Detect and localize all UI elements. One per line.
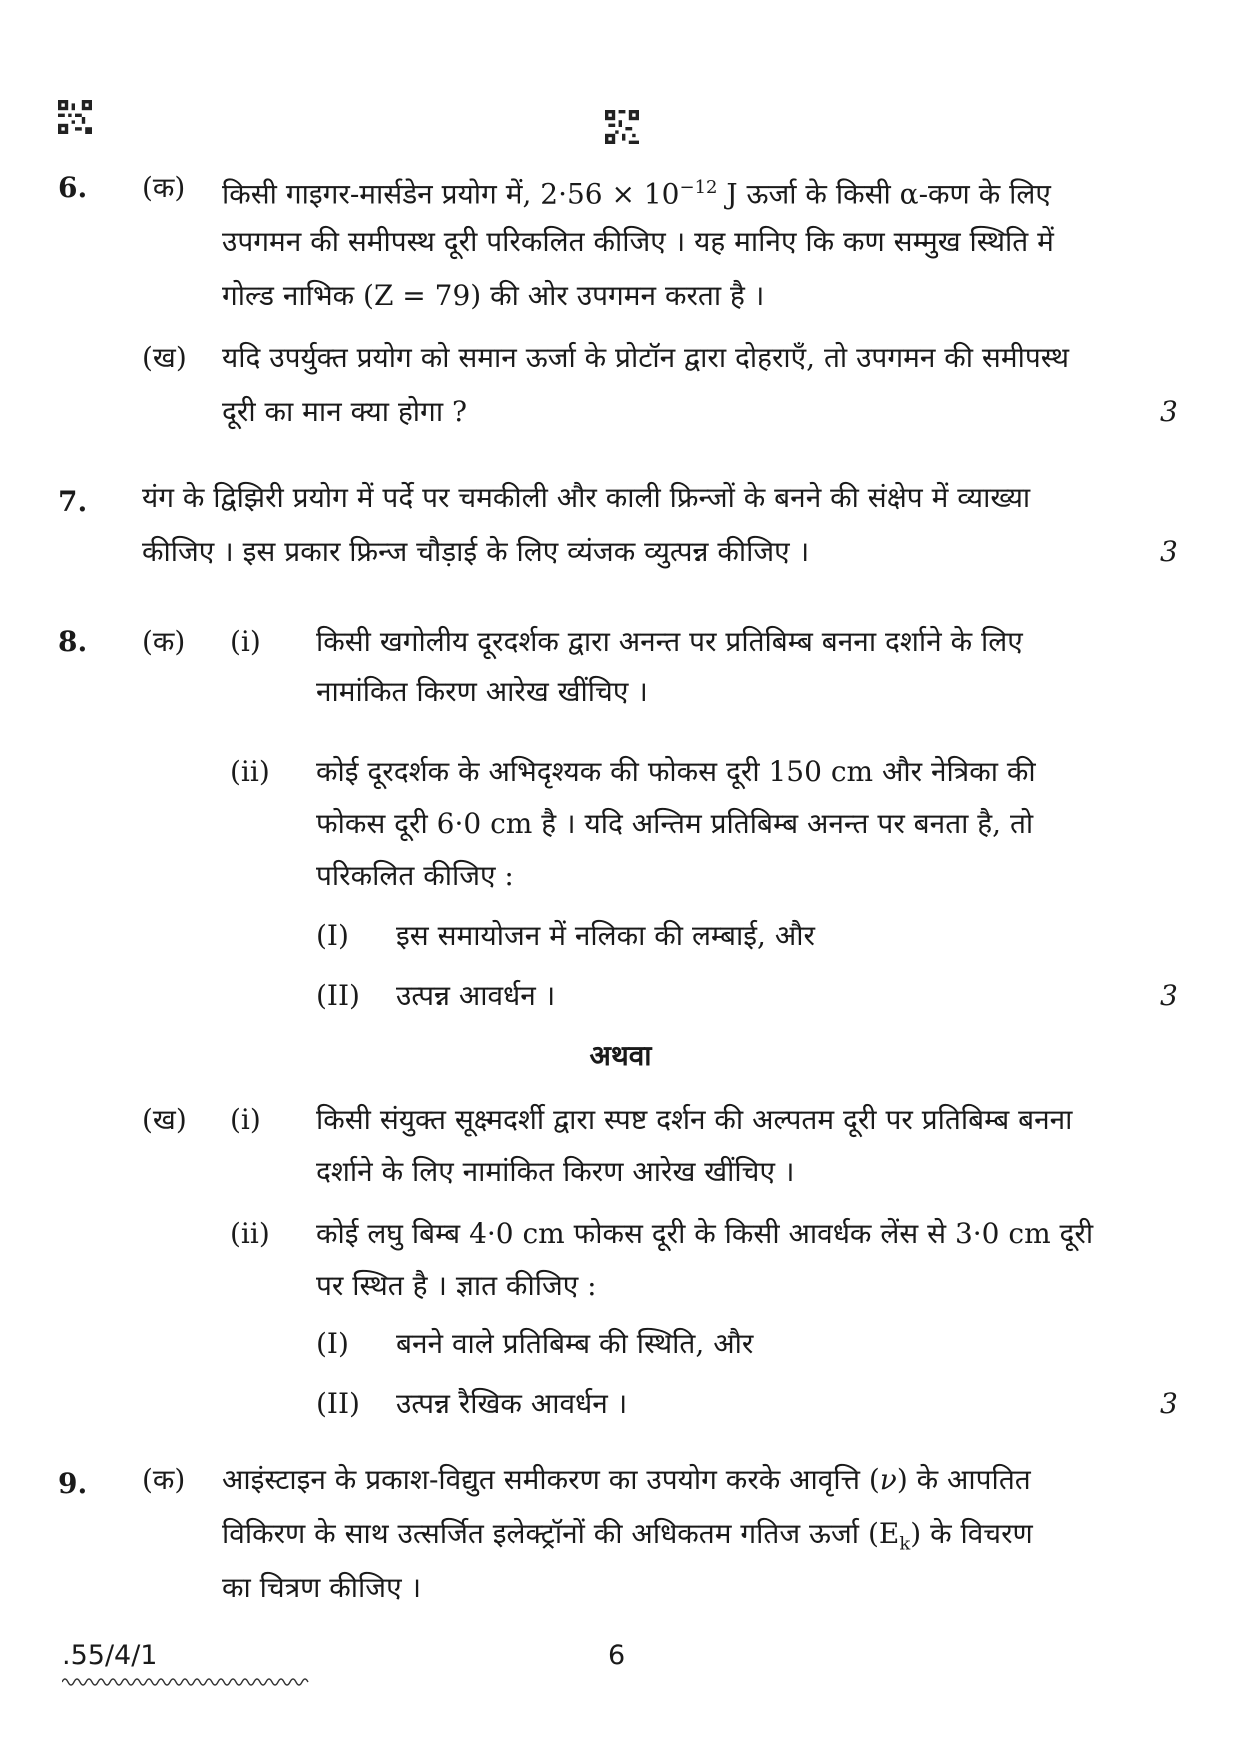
paper-code: .55/4/1 <box>62 1640 158 1671</box>
q8-a-I-text: इस समायोजन में नलिका की लम्बाई, और <box>396 919 815 952</box>
q6-part-a-line-1: किसी गाइगर-मार्सडेन प्रयोग में, $2\cdot 56 \times 10^{-12}$ J ऊर्जा के किसी α-कण के लिए <box>222 177 1051 211</box>
q9-line-3: का चित्रण कीजिए । <box>222 1571 422 1604</box>
q9-line-2: विकिरण के साथ उत्सर्जित इलेक्ट्रॉनों की अधिकतम गतिज ऊर्जा $(E_k)$ के विचरण <box>222 1517 1033 1555</box>
q6-part-b-line-2: दूरी का मान क्या होगा ? <box>222 395 467 428</box>
q7-line-2: कीजिए । इस प्रकार फ्रिन्ज चौड़ाई के लिए व्यंजक व्युत्पन्न कीजिए । <box>142 535 810 568</box>
q6-part-b-label: (ख) <box>142 341 187 374</box>
q8-part-a-label: (क) <box>142 625 186 658</box>
q8-b-I-label: (I) <box>316 1327 349 1360</box>
wavy-underline <box>62 1676 312 1688</box>
question-number-7: 7. <box>58 485 88 518</box>
q9-nu-symbol: ν <box>879 1463 897 1496</box>
q8-a-ii-line-3: परिकलित कीजिए : <box>316 859 514 892</box>
page-number: 6 <box>608 1640 626 1671</box>
q8-a-ii-line-1: कोई दूरदर्शक के अभिदृश्यक की फोकस दूरी 150 cm और नेत्रिका की <box>316 755 1036 788</box>
q8-b-i-line-2: दर्शाने के लिए नामांकित किरण आरेख खींचिए । <box>316 1155 795 1188</box>
q8-a-i-line-1: किसी खगोलीय दूरदर्शक द्वारा अनन्त पर प्रतिबिम्ब बनना दर्शाने के लिए <box>316 625 1023 658</box>
q8-a-marks: 3 <box>1160 979 1178 1012</box>
q6-part-a-label: (क) <box>142 171 186 204</box>
q8-a-I-label: (I) <box>316 919 349 952</box>
q8-a-ii-label: (ii) <box>230 755 270 788</box>
q6-part-a-line-3: गोल्ड नाभिक (Z = 79) की ओर उपगमन करता है । <box>222 279 765 312</box>
question-number-9: 9. <box>58 1467 88 1500</box>
q8-part-b-label: (ख) <box>142 1103 187 1136</box>
q7-marks: 3 <box>1160 535 1178 568</box>
question-number-6: 6. <box>58 171 88 204</box>
q8-a-i-label: (i) <box>230 625 261 658</box>
q6-part-a-line-2: उपगमन की समीपस्थ दूरी परिकलित कीजिए । यह मानिए कि कण सम्मुख स्थिति में <box>222 225 1054 258</box>
q8-b-II-label: (II) <box>316 1387 360 1420</box>
q8-a-II-label: (II) <box>316 979 360 1012</box>
q8-b-i-label: (i) <box>230 1103 261 1136</box>
q8-b-i-line-1: किसी संयुक्त सूक्ष्मदर्शी द्वारा स्पष्ट दर्शन की अल्पतम दूरी पर प्रतिबिम्ब बनना <box>316 1103 1073 1136</box>
qr-left-icon <box>58 100 92 134</box>
q8-a-II-text: उत्पन्न आवर्धन । <box>396 979 556 1012</box>
or-separator: अथवा <box>589 1039 652 1072</box>
q6-exponent: −12 <box>679 177 718 198</box>
q8-b-ii-label: (ii) <box>230 1217 270 1250</box>
q9-subscript-k: k <box>899 1533 911 1555</box>
q6-part-b-line-1: यदि उपर्युक्त प्रयोग को समान ऊर्जा के प्रोटॉन द्वारा दोहराएँ, तो उपगमन की समीपस्थ <box>222 341 1069 374</box>
q7-line-1: यंग के द्विझिरी प्रयोग में पर्दे पर चमकीली और काली फ्रिन्जों के बनने की संक्षेप में व्याख्या <box>142 481 1031 514</box>
q8-a-i-line-2: नामांकित किरण आरेख खींचिए । <box>316 675 648 708</box>
q8-a-ii-line-2: फोकस दूरी 6·0 cm है । यदि अन्तिम प्रतिबिम्ब अनन्त पर बनता है, तो <box>316 807 1034 840</box>
q9-line-1: आइंस्टाइन के प्रकाश-विद्युत समीकरण का उपयोग करके आवृत्ति (ν) के आपतित <box>222 1463 1031 1496</box>
q8-b-II-text: उत्पन्न रैखिक आवर्धन । <box>396 1387 628 1420</box>
q8-b-I-text: बनने वाले प्रतिबिम्ब की स्थिति, और <box>396 1327 754 1360</box>
q8-b-ii-line-2: पर स्थित है । ज्ञात कीजिए : <box>316 1269 597 1302</box>
question-number-8: 8. <box>58 625 88 658</box>
q6-marks: 3 <box>1160 395 1178 428</box>
q8-b-marks: 3 <box>1160 1387 1178 1420</box>
q8-b-ii-line-1: कोई लघु बिम्ब 4·0 cm फोकस दूरी के किसी आवर्धक लेंस से 3·0 cm दूरी <box>316 1217 1094 1250</box>
q9-part-a-label: (क) <box>142 1463 186 1496</box>
qr-center-icon <box>605 110 639 144</box>
